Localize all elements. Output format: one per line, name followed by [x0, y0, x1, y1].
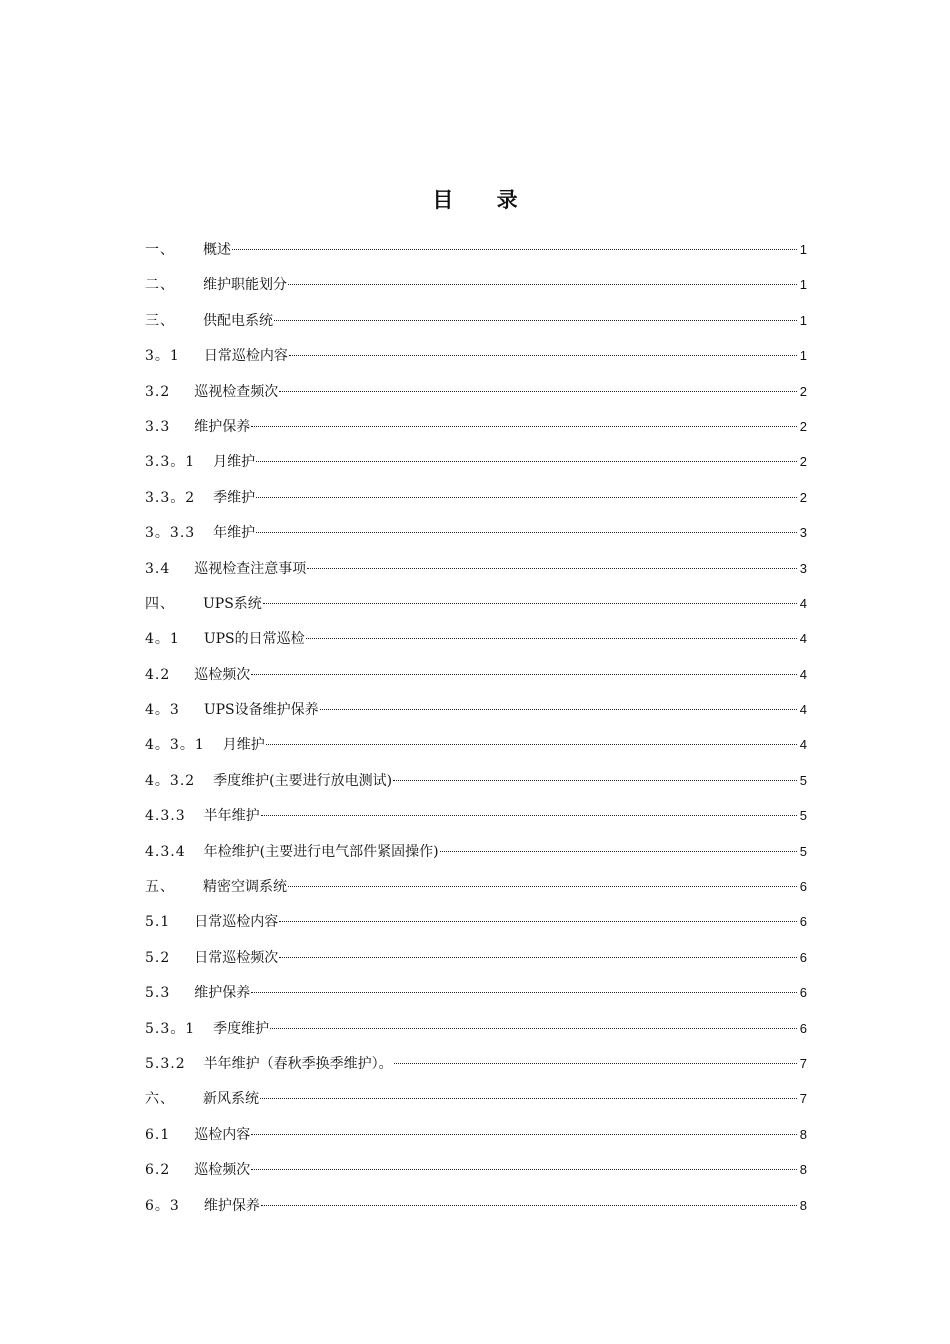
toc-entry[interactable] — [145, 975, 807, 1010]
toc-dot-leader — [274, 319, 797, 321]
toc-entry[interactable] — [145, 515, 807, 550]
toc-entry[interactable] — [145, 940, 807, 975]
toc-entry-title: 巡视检查频次 — [194, 383, 279, 400]
toc-dot-leader — [260, 1097, 797, 1099]
toc-entry[interactable] — [145, 374, 807, 409]
toc-entry[interactable] — [145, 798, 807, 833]
toc-entry[interactable] — [145, 657, 807, 692]
toc-entry-title: 供配电系统 — [203, 312, 273, 329]
toc-entry-number: 4.2 — [145, 666, 171, 683]
toc-entry-number: 4。3。1 — [145, 737, 205, 754]
toc-entry-title: 维护保养 — [194, 418, 251, 435]
toc-entry-page-number: 4 — [799, 631, 807, 647]
toc-entry-number: 四、 — [145, 595, 175, 612]
toc-dot-leader — [251, 425, 797, 427]
table-of-contents — [145, 232, 807, 1223]
toc-entry-number: 5.2 — [145, 949, 171, 966]
toc-entry-page-number: 6 — [799, 949, 807, 965]
toc-entry-number: 三、 — [145, 312, 175, 329]
toc-dot-leader — [256, 496, 797, 498]
toc-entry-page-number: 1 — [799, 348, 807, 364]
toc-dot-leader — [232, 248, 797, 250]
toc-entry[interactable] — [145, 551, 807, 586]
toc-entry[interactable] — [145, 586, 807, 621]
toc-dot-leader — [320, 708, 797, 710]
toc-entry-title: 月维护 — [222, 737, 265, 754]
toc-entry-page-number: 8 — [799, 1126, 807, 1142]
toc-entry-title: UPS设备维护保养 — [203, 702, 319, 719]
toc-entry-title: 维护职能划分 — [203, 277, 287, 294]
toc-entry-page-number: 1 — [799, 242, 807, 257]
toc-entry-title: 年维护 — [213, 525, 256, 542]
toc-entry-page-number: 6 — [799, 985, 807, 1001]
toc-entry-title: 巡检频次 — [194, 1162, 251, 1179]
toc-entry-page-number: 6 — [799, 879, 807, 895]
toc-entry-number: 3.3 — [145, 418, 171, 435]
toc-entry-number: 4。3 — [145, 702, 180, 719]
toc-entry-number: 5.3.2 — [145, 1055, 186, 1072]
toc-entry[interactable] — [145, 763, 807, 798]
toc-entry-title: 维护保养 — [203, 1197, 260, 1214]
toc-entry-page-number: 3 — [799, 560, 807, 576]
toc-dot-leader — [288, 283, 797, 285]
toc-entry-number: 5.3 — [145, 985, 171, 1002]
toc-entry-title: 半年维护 — [203, 808, 260, 825]
toc-entry-title: 季度维护 — [213, 1020, 270, 1037]
toc-entry-page-number: 7 — [799, 1091, 807, 1107]
toc-entry-page-number: 5 — [799, 808, 807, 824]
toc-entry-title: UPS系统 — [203, 595, 262, 612]
toc-entry-page-number: 1 — [799, 277, 807, 293]
toc-entry-number: 3。3.3 — [145, 525, 196, 542]
toc-entry-number: 6.1 — [145, 1126, 171, 1143]
toc-entry-page-number: 5 — [799, 843, 807, 859]
toc-entry-page-number: 6 — [799, 1020, 807, 1036]
toc-entry[interactable] — [145, 338, 807, 373]
toc-entry-title: 概述 — [203, 242, 231, 258]
toc-entry[interactable] — [145, 727, 807, 762]
toc-entry[interactable] — [145, 692, 807, 727]
toc-entry-page-number: 4 — [799, 737, 807, 753]
toc-entry-title: 新风系统 — [203, 1091, 259, 1108]
toc-entry-number: 3。1 — [145, 348, 180, 365]
toc-dot-leader — [261, 814, 797, 816]
toc-entry-number: 6.2 — [145, 1162, 171, 1179]
toc-dot-leader — [270, 1027, 797, 1029]
toc-entry-title: UPS的日常巡检 — [203, 631, 305, 648]
toc-entry-page-number: 5 — [799, 772, 807, 788]
toc-entry-page-number: 4 — [799, 666, 807, 682]
toc-entry[interactable] — [145, 834, 807, 869]
toc-entry-number: 五、 — [145, 879, 175, 896]
toc-entry-page-number: 1 — [799, 312, 807, 328]
toc-entry[interactable] — [145, 409, 807, 444]
toc-dot-leader — [306, 637, 797, 639]
toc-entry[interactable] — [145, 1188, 807, 1223]
toc-dot-leader — [251, 1133, 797, 1135]
toc-entry[interactable] — [145, 621, 807, 656]
toc-entry-page-number: 4 — [799, 595, 807, 611]
toc-entry-number: 5.1 — [145, 914, 171, 931]
toc-dot-leader — [393, 779, 797, 781]
toc-entry[interactable] — [145, 1046, 807, 1081]
toc-entry-page-number: 7 — [799, 1055, 807, 1071]
toc-entry[interactable] — [145, 444, 807, 479]
toc-dot-leader — [307, 567, 797, 569]
toc-dot-leader — [266, 743, 797, 745]
toc-entry-title: 日常巡检内容 — [194, 914, 279, 931]
toc-dot-leader — [263, 602, 797, 604]
toc-dot-leader — [256, 460, 797, 462]
toc-dot-leader — [279, 390, 797, 392]
toc-dot-leader — [251, 991, 797, 993]
toc-entry-page-number: 6 — [799, 914, 807, 930]
toc-entry[interactable] — [145, 480, 807, 515]
toc-dot-leader — [289, 354, 797, 356]
toc-entry-number: 6。3 — [145, 1197, 180, 1214]
toc-entry-page-number: 3 — [799, 525, 807, 541]
toc-dot-leader — [279, 956, 797, 958]
toc-entry-title: 年检维护(主要进行电气部件紧固操作) — [203, 843, 439, 860]
toc-dot-leader — [261, 1204, 797, 1206]
toc-entry-title: 巡视检查注意事项 — [194, 560, 307, 577]
toc-entry-title: 日常巡检内容 — [203, 348, 288, 365]
toc-entry-number: 3.3。2 — [145, 489, 196, 506]
toc-entry-title: 巡检内容 — [194, 1126, 251, 1143]
toc-entry-number: 4.3.3 — [145, 808, 186, 825]
toc-entry-number: 4.3.4 — [145, 843, 186, 860]
toc-dot-leader — [394, 1062, 797, 1064]
toc-entry[interactable] — [145, 1081, 807, 1116]
toc-entry-title: 维护保养 — [194, 985, 251, 1002]
toc-entry-title: 月维护 — [213, 454, 256, 471]
toc-title: 目 录 — [432, 187, 536, 212]
toc-entry-number: 3.4 — [145, 560, 171, 577]
toc-entry-number: 六、 — [145, 1091, 175, 1108]
toc-entry[interactable] — [145, 232, 807, 267]
toc-entry[interactable] — [145, 1152, 807, 1187]
toc-entry-number: 5.3。1 — [145, 1020, 196, 1037]
toc-dot-leader — [256, 531, 797, 533]
toc-entry-page-number: 2 — [799, 418, 807, 434]
toc-entry-number: 3.2 — [145, 383, 171, 400]
toc-entry-title: 半年维护（春秋季换季维护）。 — [203, 1055, 393, 1072]
toc-entry-page-number: 2 — [799, 383, 807, 399]
toc-dot-leader — [279, 920, 797, 922]
toc-entry-title: 精密空调系统 — [203, 879, 287, 896]
toc-dot-leader — [251, 1168, 797, 1170]
toc-entry-number: 3.3。1 — [145, 454, 196, 471]
toc-entry-title: 日常巡检频次 — [194, 949, 279, 966]
toc-entry-number: 4。1 — [145, 631, 180, 648]
toc-entry-number: 二、 — [145, 277, 175, 294]
toc-dot-leader — [440, 850, 797, 852]
toc-entry-page-number: 2 — [799, 454, 807, 470]
toc-dot-leader — [288, 885, 797, 887]
toc-entry-title: 巡检频次 — [194, 666, 251, 683]
toc-entry[interactable] — [145, 1011, 807, 1046]
toc-entry-page-number: 8 — [799, 1162, 807, 1178]
toc-entry[interactable] — [145, 303, 807, 338]
toc-dot-leader — [251, 673, 797, 675]
toc-entry[interactable] — [145, 1117, 807, 1152]
toc-entry-title: 季维护 — [213, 489, 256, 506]
toc-entry-title: 季度维护(主要进行放电测试) — [213, 772, 393, 789]
toc-entry[interactable] — [145, 869, 807, 904]
toc-entry-page-number: 4 — [799, 702, 807, 718]
toc-entry-page-number: 2 — [799, 489, 807, 505]
toc-entry[interactable] — [145, 904, 807, 939]
toc-entry-number: 4。3.2 — [145, 772, 196, 789]
toc-entry[interactable] — [145, 267, 807, 302]
toc-entry-number: 一、 — [145, 242, 175, 258]
toc-entry-page-number: 8 — [799, 1197, 807, 1213]
